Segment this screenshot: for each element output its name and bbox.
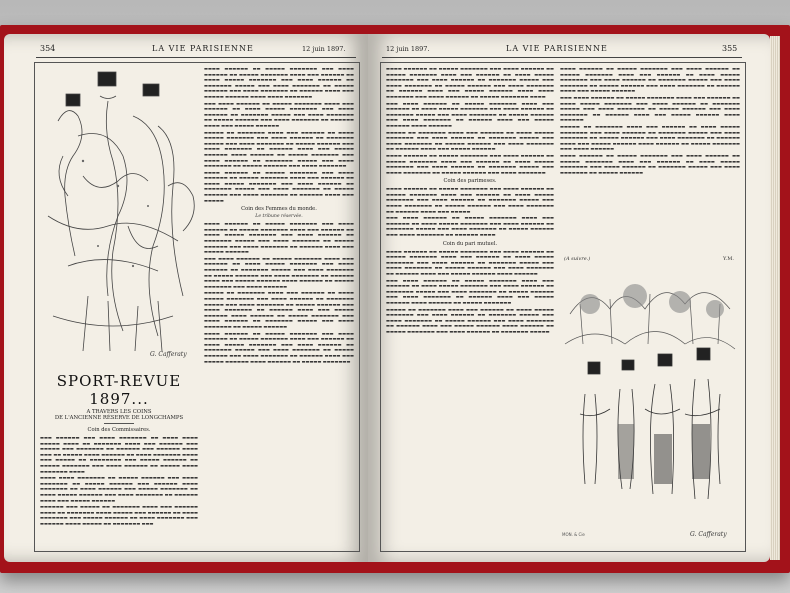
racecourse-crowd-illustration xyxy=(560,274,740,546)
left-running-title: LA VIE PARISIENNE xyxy=(152,44,254,53)
left-header-rule xyxy=(36,57,356,58)
right-column-2-text: ▬▬▬▬ ▬▬▬▬▬▬ ▬▬ ▬▬▬▬▬ ▬▬▬▬▬▬▬ ▬▬▬ ▬▬▬▬ ▬▬▬▬▬▬ ▬▬ ▬▬▬▬▬ ▬▬▬▬▬▬▬ ▬▬▬▬ ▬▬▬ ▬▬▬▬▬▬ ▬▬ ▬▬▬▬ ▬▬▬▬▬ ▬▬▬▬▬▬▬ ▬▬▬ ▬▬▬▬ ▬▬▬▬▬▬ ▬▬ ▬▬▬▬▬▬▬ ▬▬▬▬▬ ▬▬▬ ▬▬▬▬ ▬▬▬▬▬▬▬ ▬▬ ▬▬▬▬▬ ▬▬▬▬▬▬ ▬▬▬ ▬▬▬▬ ▬▬▬▬▬▬▬ ▬▬ ▬▬▬▬▬▬ ▬▬▬▬ ▬▬▬ ▬▬▬▬▬ ▬▬▬▬▬▬ ▬▬▬ ▬▬▬▬ ▬▬▬▬▬▬ ▬▬ ▬▬▬▬▬ ▬▬▬▬▬▬▬ ▬▬▬▬ ▬▬▬ ▬▬▬▬▬▬ ▬▬ ▬▬▬▬ ▬▬▬▬▬ ▬▬▬▬▬▬▬ ▬▬▬ ▬▬▬▬ ▬▬▬▬▬▬ ▬▬ ▬▬▬▬▬▬▬ ▬▬▬▬▬ ▬▬▬ ▬▬▬▬ ▬▬▬▬▬▬▬ ▬▬ ▬▬▬▬▬ ▬▬▬▬▬▬ ▬▬▬ ▬▬▬▬ ▬▬▬▬▬▬▬ ▬▬ ▬▬▬▬▬▬ ▬▬▬▬ ▬▬▬ ▬▬▬▬▬ ▬▬▬▬▬▬ ▬▬▬▬ ▬▬▬▬▬▬ ▬▬▬▬▬ ▬▬ ▬▬▬▬▬▬▬ ▬▬▬▬ ▬▬▬ ▬▬▬▬▬▬ ▬▬ ▬▬▬▬ ▬▬▬▬▬ ▬▬▬▬▬▬▬ ▬▬▬ ▬▬▬▬ ▬▬▬▬▬▬ ▬▬ ▬▬▬▬▬▬▬ ▬▬▬▬▬ ▬▬▬ ▬▬▬▬ ▬▬▬▬▬▬▬ ▬▬ ▬▬▬▬▬ ▬▬▬▬▬▬ ▬▬▬ ▬▬▬▬ ▬▬▬▬▬▬▬ ▬▬ ▬▬▬▬▬▬ ▬▬▬▬ ▬▬▬ ▬▬▬▬▬ ▬▬▬▬▬▬ ▬▬▬▬ ▬▬▬▬▬▬ ▬▬ ▬▬▬▬▬ ▬▬▬▬▬▬▬ ▬▬▬ ▬▬▬▬ ▬▬▬▬▬▬ ▬▬▬▬ ▬▬▬▬▬▬ ▬▬ ▬▬▬▬▬ ▬▬▬▬▬▬▬ ▬▬▬ ▬▬▬▬ ▬▬▬▬▬▬ ▬▬ ▬▬▬▬▬ ▬▬▬▬▬▬▬ ▬▬▬▬ ▬▬▬ ▬▬▬▬▬▬ ▬▬ ▬▬▬▬ ▬▬▬▬▬ ▬▬▬▬▬▬▬ ▬▬▬ ▬▬▬▬ ▬▬▬▬▬▬ ▬▬ ▬▬▬▬▬▬▬ ▬▬▬▬▬ ▬▬▬ ▬▬▬▬ ▬▬▬▬▬▬▬ ▬▬ ▬▬▬▬▬ ▬▬▬▬▬▬ xyxy=(560,66,740,175)
svg-text:G. Cafferaty: G. Cafferaty xyxy=(690,531,727,538)
article-subtitle-2: DE L'ANCIENNE RÉSERVE DE LONGCHAMPS xyxy=(54,415,184,421)
jockey-club-illustration xyxy=(38,66,198,366)
left-column-2-text-bottom: ▬▬▬▬ ▬▬▬▬▬▬ ▬▬ ▬▬▬▬▬ ▬▬▬▬▬▬▬ ▬▬▬ ▬▬▬▬ ▬▬▬▬▬▬ ▬▬ ▬▬▬▬▬ ▬▬▬▬▬▬▬ ▬▬▬▬ ▬▬▬ ▬▬▬▬▬▬ ▬▬ ▬▬▬▬ ▬▬▬▬▬ ▬▬▬▬▬▬▬ ▬▬▬ ▬▬▬▬ ▬▬▬▬▬▬ ▬▬ ▬▬▬▬▬▬▬ ▬▬▬▬▬ ▬▬▬ ▬▬▬▬ ▬▬▬▬▬▬▬ ▬▬ ▬▬▬▬▬ ▬▬▬▬▬▬ ▬▬▬ ▬▬▬▬ ▬▬▬▬▬▬▬ ▬▬ ▬▬▬▬▬▬ ▬▬▬▬ ▬▬▬ ▬▬▬▬▬ ▬▬▬▬▬▬ ▬▬▬ ▬▬▬▬ ▬▬▬▬▬▬ ▬▬ ▬▬▬▬▬ ▬▬▬▬▬▬▬ ▬▬▬▬ ▬▬▬ ▬▬▬▬▬▬ ▬▬ ▬▬▬▬ ▬▬▬▬▬ ▬▬▬▬▬▬▬ ▬▬▬ ▬▬▬▬ ▬▬▬▬▬▬ ▬▬ ▬▬▬▬▬▬▬ ▬▬▬▬▬ ▬▬▬ ▬▬▬▬ ▬▬▬▬▬▬▬ ▬▬ ▬▬▬▬▬ ▬▬▬▬▬▬ ▬▬▬ ▬▬▬▬ ▬▬▬▬▬▬▬ ▬▬ ▬▬▬▬▬▬ ▬▬▬▬ ▬▬▬ ▬▬▬▬▬ ▬▬▬▬▬▬ ▬▬▬▬ ▬▬▬▬▬▬ ▬▬ ▬▬▬▬▬ ▬▬▬▬▬▬▬ ▬▬▬ ▬▬▬▬ ▬▬▬▬▬▬ ▬▬▬▬▬ ▬▬ ▬▬▬▬▬▬▬ ▬▬▬▬ ▬▬▬ ▬▬▬▬▬▬ ▬▬ ▬▬▬▬ ▬▬▬▬▬ ▬▬▬▬▬▬▬ ▬▬▬ ▬▬▬▬ ▬▬▬▬▬▬ ▬▬ ▬▬▬▬▬▬▬ ▬▬▬▬▬ ▬▬▬ ▬▬▬▬ ▬▬▬▬▬▬▬ ▬▬ ▬▬▬▬▬ ▬▬▬▬▬▬ ▬▬▬ ▬▬▬▬ ▬▬▬▬▬▬▬ ▬▬ ▬▬▬▬▬▬ ▬▬▬▬ ▬▬▬ ▬▬▬▬▬ ▬▬▬▬▬▬ ▬▬▬▬ ▬▬▬▬▬▬ ▬▬ ▬▬▬▬▬ ▬▬▬▬▬▬▬ ▬▬▬ ▬▬▬▬ ▬▬▬▬▬▬ ▬▬ ▬▬▬▬▬▬▬ ▬▬▬▬▬ ▬▬▬ ▬▬▬▬ ▬▬▬▬▬▬▬ ▬▬ ▬▬▬▬▬ ▬▬▬▬▬▬ ▬▬▬▬ ▬▬▬▬▬▬ ▬▬ ▬▬▬▬▬ ▬▬▬▬▬▬▬ ▬▬▬ ▬▬▬▬ ▬▬▬▬▬▬ ▬▬ ▬▬▬▬▬ ▬▬▬▬▬▬▬ ▬▬▬▬ ▬▬▬ ▬▬▬▬▬▬ ▬▬ ▬▬▬▬ ▬▬▬▬▬ ▬▬▬▬▬▬▬ ▬▬▬ ▬▬▬▬ ▬▬▬▬▬▬ ▬▬ ▬▬▬▬▬▬▬ ▬▬▬▬▬ ▬▬▬ ▬▬▬▬ ▬▬▬▬▬▬▬ ▬▬ ▬▬▬▬▬ ▬▬▬▬▬▬ ▬▬▬ ▬▬▬▬ ▬▬▬▬▬▬▬ ▬▬ ▬▬▬▬▬▬ ▬▬▬▬ ▬▬▬ ▬▬▬▬▬ ▬▬▬▬▬▬ ▬▬▬▬ ▬▬▬▬▬▬ ▬▬ ▬▬▬▬▬ ▬▬▬▬▬▬▬ xyxy=(204,221,354,364)
right-column-1-text-top: ▬▬▬▬ ▬▬▬▬▬▬ ▬▬ ▬▬▬▬▬ ▬▬▬▬▬▬▬ ▬▬▬ ▬▬▬▬ ▬▬▬▬▬▬ ▬▬ ▬▬▬▬▬ ▬▬▬▬▬▬▬ ▬▬▬▬ ▬▬▬ ▬▬▬▬▬▬ ▬▬ ▬▬▬▬ ▬▬▬▬▬ ▬▬▬▬▬▬▬ ▬▬▬ ▬▬▬▬ ▬▬▬▬▬▬ ▬▬ ▬▬▬▬▬▬▬ ▬▬▬▬▬ ▬▬▬ ▬▬▬▬ ▬▬▬▬▬▬▬ ▬▬ ▬▬▬▬▬ ▬▬▬▬▬▬ ▬▬▬ ▬▬▬▬ ▬▬▬▬▬▬▬ ▬▬ ▬▬▬▬▬▬ ▬▬▬▬ ▬▬▬ ▬▬▬▬▬ ▬▬▬▬▬▬ ▬▬▬▬ ▬▬▬▬ ▬▬▬▬▬▬▬ ▬▬▬ ▬▬▬▬ ▬▬▬▬▬▬ ▬▬ ▬▬▬▬▬ ▬▬▬▬▬▬▬ ▬▬▬▬ ▬▬▬ ▬▬▬▬ ▬▬▬▬▬▬ ▬▬ ▬▬▬▬▬ ▬▬▬▬▬▬▬ ▬▬▬▬ ▬▬▬ ▬▬▬▬▬▬ ▬▬ ▬▬▬▬ ▬▬▬▬▬ ▬▬▬▬▬▬▬ ▬▬▬ ▬▬▬▬ ▬▬▬▬▬▬ ▬▬ ▬▬▬▬▬▬▬ ▬▬▬▬▬ ▬▬▬ ▬▬▬▬ ▬▬▬▬▬▬▬ ▬▬ ▬▬▬▬▬ ▬▬▬▬▬▬ ▬▬▬ ▬▬▬▬ ▬▬▬▬▬▬▬ ▬▬ ▬▬▬▬▬▬ ▬▬▬▬ ▬▬▬ ▬▬▬▬▬ ▬▬▬▬▬▬ ▬▬▬▬ ▬▬▬▬▬▬ ▬▬▬▬▬ ▬▬ ▬▬▬▬▬▬▬ ▬▬▬▬ ▬▬▬ ▬▬▬▬▬▬ ▬▬ ▬▬▬▬ ▬▬▬▬▬ ▬▬▬▬▬▬▬ ▬▬▬ ▬▬▬▬ ▬▬▬▬▬▬ ▬▬ ▬▬▬▬▬▬▬ ▬▬▬▬▬ ▬▬▬ ▬▬▬▬ ▬▬▬▬▬▬▬ ▬▬ ▬▬▬▬▬ ▬▬▬▬▬▬ ▬▬▬ ▬▬▬▬ ▬▬▬▬▬▬▬ ▬▬ ▬▬▬▬▬▬ ▬▬▬▬ ▬▬▬ ▬▬▬▬▬ ▬▬▬▬▬▬ ▬▬▬▬ ▬▬▬▬▬▬ ▬▬ ▬▬▬▬▬ ▬▬▬▬▬▬▬ ▬▬▬ ▬▬▬▬ ▬▬▬▬▬▬ ▬▬ ▬▬▬▬▬ ▬▬▬▬▬▬▬ ▬▬▬▬ ▬▬▬ ▬▬▬▬▬▬ ▬▬ ▬▬▬▬ ▬▬▬▬▬ ▬▬▬▬▬▬▬ ▬▬▬ ▬▬▬▬ ▬▬▬▬▬▬ ▬▬ ▬▬▬▬▬▬▬ ▬▬▬▬▬ ▬▬▬ ▬▬▬▬ ▬▬▬▬▬▬▬ ▬▬ ▬▬▬▬▬ ▬▬▬▬▬▬ ▬▬▬ ▬▬▬▬ ▬▬▬▬▬▬▬ xyxy=(386,66,554,175)
section-tribune-reservee: Le tribune réservée. xyxy=(255,214,303,220)
right-column-2 xyxy=(560,66,740,271)
page-edges xyxy=(770,36,780,560)
svg-text:MON. & Cie: MON. & Cie xyxy=(562,532,585,537)
right-header-rule xyxy=(382,57,742,58)
article-title: SPORT-REVUE 1897... xyxy=(56,372,182,408)
right-running-title: LA VIE PARISIENNE xyxy=(506,44,608,53)
right-column-1-text-mid: ▬▬▬▬ ▬▬▬▬▬▬ ▬▬ ▬▬▬▬▬ ▬▬▬▬▬▬▬ ▬▬▬ ▬▬▬▬ ▬▬▬▬▬▬ ▬▬ ▬▬▬▬▬ ▬▬▬▬▬▬▬ ▬▬▬▬ ▬▬▬ ▬▬▬▬▬▬ ▬▬ ▬▬▬▬ ▬▬▬▬▬ ▬▬▬▬▬▬▬ ▬▬▬ ▬▬▬▬ ▬▬▬▬▬▬ ▬▬ ▬▬▬▬▬▬▬ ▬▬▬▬▬ ▬▬▬ ▬▬▬▬ ▬▬▬▬▬▬▬ ▬▬ ▬▬▬▬▬ ▬▬▬▬▬▬ ▬▬▬ ▬▬▬▬ ▬▬▬▬▬▬▬ ▬▬ ▬▬▬▬▬▬ ▬▬▬▬ ▬▬▬ ▬▬▬▬▬ ▬▬▬ ▬▬▬▬ ▬▬▬▬▬▬ ▬▬ ▬▬▬▬▬ ▬▬▬▬▬▬▬ ▬▬▬▬ ▬▬▬ ▬▬▬▬▬▬ ▬▬ ▬▬▬▬ ▬▬▬▬▬ ▬▬▬▬▬▬▬ ▬▬▬ ▬▬▬▬ ▬▬▬▬▬▬ ▬▬ ▬▬▬▬▬▬▬ ▬▬▬▬▬ ▬▬▬ ▬▬▬▬ ▬▬▬▬▬▬▬ ▬▬ ▬▬▬▬▬ ▬▬▬▬▬▬ ▬▬▬ ▬▬▬▬ ▬▬▬▬▬▬▬ ▬▬ ▬▬▬▬▬▬ ▬▬▬▬ xyxy=(386,186,554,238)
right-column-1-text-bottom: ▬▬▬▬ ▬▬▬▬▬▬ ▬▬ ▬▬▬▬▬ ▬▬▬▬▬▬▬ ▬▬▬ ▬▬▬▬ ▬▬▬▬▬▬ ▬▬ ▬▬▬▬▬ ▬▬▬▬▬▬▬ ▬▬▬▬ ▬▬▬ ▬▬▬▬▬▬ ▬▬ ▬▬▬▬ ▬▬▬▬▬ ▬▬▬▬▬▬▬ ▬▬▬ ▬▬▬▬ ▬▬▬▬▬▬ ▬▬ ▬▬▬▬▬▬▬ ▬▬▬▬▬ ▬▬▬ ▬▬▬▬ ▬▬▬▬▬▬▬ ▬▬ ▬▬▬▬▬ ▬▬▬▬▬▬ ▬▬▬ ▬▬▬▬ ▬▬▬▬▬▬▬ ▬▬ ▬▬▬▬▬▬ ▬▬▬▬ ▬▬▬ ▬▬▬▬▬ ▬▬▬▬▬▬ ▬▬▬▬ ▬▬▬▬▬▬ ▬▬▬ ▬▬▬▬ ▬▬▬▬▬▬ ▬▬ ▬▬▬▬▬ ▬▬▬▬▬▬▬ ▬▬▬▬ ▬▬▬ ▬▬▬▬▬▬ ▬▬ ▬▬▬▬ ▬▬▬▬▬ ▬▬▬▬▬▬▬ ▬▬▬ ▬▬▬▬ ▬▬▬▬▬▬ ▬▬ ▬▬▬▬▬▬▬ ▬▬▬▬▬ ▬▬▬ ▬▬▬▬ ▬▬▬▬▬▬▬ ▬▬ ▬▬▬▬▬ ▬▬▬▬▬▬ ▬▬▬ ▬▬▬▬ ▬▬▬▬▬▬▬ ▬▬ ▬▬▬▬▬▬ ▬▬▬▬ ▬▬▬ ▬▬▬▬▬ ▬▬▬▬▬▬ ▬▬▬▬ ▬▬▬▬▬▬ ▬▬ ▬▬▬▬▬ ▬▬▬▬▬▬▬ ▬▬▬▬▬ ▬▬ ▬▬▬▬▬▬▬ ▬▬▬▬ ▬▬▬ ▬▬▬▬▬▬ ▬▬ ▬▬▬▬ ▬▬▬▬▬ ▬▬▬▬▬▬▬ ▬▬▬ ▬▬▬▬ ▬▬▬▬▬▬ ▬▬ ▬▬▬▬▬▬▬ ▬▬▬▬▬ ▬▬▬ ▬▬▬▬ ▬▬▬▬▬▬▬ ▬▬ ▬▬▬▬▬ ▬▬▬▬▬▬ ▬▬▬ ▬▬▬▬ ▬▬▬▬▬▬▬ ▬▬ ▬▬▬▬▬▬ ▬▬▬▬ ▬▬▬ ▬▬▬▬▬ ▬▬▬▬▬▬ ▬▬▬▬ ▬▬▬▬▬▬ ▬▬ ▬▬▬▬▬ ▬▬▬▬▬▬▬ ▬▬▬ ▬▬▬▬ ▬▬▬▬▬▬ ▬▬ ▬▬▬▬▬▬▬ ▬▬▬▬▬ xyxy=(386,248,554,334)
title-rule xyxy=(104,423,134,424)
section-femmes-du-monde: Coin des Femmes du monde. xyxy=(241,206,317,213)
left-page xyxy=(4,34,368,562)
right-page-number: 355 xyxy=(722,44,738,53)
section-commissaires: Coin des Commissaires. xyxy=(87,427,151,433)
right-page xyxy=(368,34,770,562)
left-column-1-text: ▬▬▬ ▬▬▬▬▬▬ ▬▬▬ ▬▬▬▬ ▬▬▬▬▬▬▬ ▬▬ ▬▬▬▬ ▬▬▬▬ ▬▬▬▬▬ ▬▬▬▬ ▬▬ ▬▬▬▬▬▬▬ ▬▬▬▬ ▬▬▬ ▬▬▬▬▬▬ ▬▬▬ ▬▬▬▬▬ ▬▬▬ ▬▬▬▬▬▬▬ ▬▬ ▬▬▬▬▬▬ ▬▬▬ ▬▬▬▬▬▬ ▬▬▬▬ ▬▬▬ ▬▬ ▬▬▬▬▬ ▬▬▬▬ ▬▬▬▬▬▬ ▬▬ ▬▬▬▬ ▬▬▬▬▬▬▬ ▬▬▬▬ ▬▬▬ ▬▬▬▬▬ ▬▬ ▬▬▬▬▬▬▬▬ ▬▬▬ ▬▬▬▬▬ ▬▬▬▬▬▬ ▬▬ ▬▬▬▬▬ ▬▬▬▬▬▬▬ ▬▬▬ ▬▬▬▬ ▬▬▬▬▬▬ ▬▬ ▬▬▬▬▬ ▬▬▬▬ ▬▬▬▬▬▬▬ ▬▬▬▬ ▬▬▬▬ ▬▬▬▬ ▬▬▬▬▬▬▬ ▬▬ ▬▬▬▬▬ ▬▬▬▬▬▬ ▬▬▬ ▬▬▬▬ ▬▬▬▬▬▬▬ ▬▬ ▬▬▬▬▬ ▬▬▬▬▬▬ ▬▬▬ ▬▬▬▬▬▬ ▬▬▬▬ ▬▬▬▬▬▬▬ ▬▬ ▬▬▬▬ ▬▬▬▬▬▬ ▬▬▬ ▬▬▬▬▬ ▬▬▬▬▬▬▬ ▬▬ ▬▬▬▬ ▬▬▬▬▬ ▬▬▬▬▬▬ ▬▬▬ ▬▬▬▬ ▬▬▬▬▬▬▬ ▬▬ ▬▬▬▬▬▬ ▬▬▬▬ ▬▬▬ ▬▬▬▬▬ ▬▬▬▬▬▬ ▬▬▬▬▬▬ ▬▬▬ ▬▬▬▬▬ ▬▬ ▬▬▬▬▬▬▬ ▬▬▬▬ ▬▬▬ ▬▬▬▬▬▬ ▬▬▬▬ ▬▬ ▬▬▬▬▬▬▬ ▬▬▬▬ ▬▬▬▬▬ ▬▬▬ ▬▬▬▬▬▬ ▬▬ ▬▬▬▬ ▬▬▬▬▬▬▬ ▬▬▬ ▬▬▬▬▬ ▬▬▬▬▬▬ ▬▬ ▬▬▬▬ ▬▬▬▬▬▬▬ ▬▬▬ ▬▬▬▬▬▬ ▬▬▬▬ ▬▬▬▬▬ ▬▬ ▬▬▬▬▬▬▬ ▬▬▬ xyxy=(40,435,198,526)
right-column-1 xyxy=(386,66,554,548)
right-date: 12 juin 1897. xyxy=(386,45,430,53)
left-column-1 xyxy=(40,370,198,548)
section-pari-mutuel: Coin du pari mutuel. xyxy=(442,240,498,247)
article-subtitle-1: A TRAVERS LES COINS xyxy=(86,409,152,415)
left-page-number: 354 xyxy=(40,44,56,53)
left-date: 12 juin 1897. xyxy=(302,45,346,53)
left-column-2 xyxy=(204,66,354,548)
a-suivre: (A suivre.) xyxy=(564,256,591,262)
section-parimeses: Coin des parimeses. xyxy=(443,178,497,185)
left-column-2-text-top: ▬▬▬▬ ▬▬▬▬▬▬ ▬▬ ▬▬▬▬▬ ▬▬▬▬▬▬▬ ▬▬▬ ▬▬▬▬ ▬▬▬▬▬▬ ▬▬ ▬▬▬▬▬ ▬▬▬▬▬▬▬ ▬▬▬▬ ▬▬▬ ▬▬▬▬▬▬ ▬▬ ▬▬▬▬ ▬▬▬▬▬ ▬▬▬▬▬▬▬ ▬▬▬ ▬▬▬▬ ▬▬▬▬▬▬ ▬▬ ▬▬▬▬▬▬▬ ▬▬▬▬▬ ▬▬▬ ▬▬▬▬ ▬▬▬▬▬▬▬ ▬▬ ▬▬▬▬▬ ▬▬▬▬▬▬ ▬▬▬ ▬▬▬▬ ▬▬▬▬▬▬▬ ▬▬ ▬▬▬▬▬▬ ▬▬▬▬ ▬▬▬ ▬▬▬▬▬ ▬▬▬▬▬▬ ▬▬▬▬ ▬▬▬▬ ▬▬▬▬▬▬▬ ▬▬▬ ▬▬▬▬ ▬▬▬▬▬▬ ▬▬ ▬▬▬▬▬ ▬▬▬▬▬▬▬ ▬▬▬▬ ▬▬▬ ▬▬▬▬▬▬ ▬▬ ▬▬▬▬ ▬▬▬▬▬ ▬▬▬▬▬▬▬ ▬▬▬ ▬▬▬▬ ▬▬▬▬▬▬ ▬▬ ▬▬▬▬▬▬▬ ▬▬▬▬▬ ▬▬▬ ▬▬▬▬ ▬▬▬▬▬▬▬ ▬▬ ▬▬▬▬▬ ▬▬▬▬▬▬ ▬▬▬ ▬▬▬▬ ▬▬▬▬▬▬▬ ▬▬ ▬▬▬▬▬▬ ▬▬▬▬ ▬▬▬ ▬▬▬▬▬ ▬▬▬▬▬▬ ▬▬▬▬▬ ▬▬ ▬▬▬▬▬▬▬ ▬▬▬▬ ▬▬▬ ▬▬▬▬▬▬ ▬▬ ▬▬▬▬ ▬▬▬▬▬ ▬▬▬▬▬▬▬ ▬▬▬ ▬▬▬▬ ▬▬▬▬▬▬ ▬▬ ▬▬▬▬▬▬▬ ▬▬▬▬▬ ▬▬▬ ▬▬▬▬ ▬▬▬▬▬▬▬ ▬▬ ▬▬▬▬▬ ▬▬▬▬▬▬ ▬▬▬ ▬▬▬▬ ▬▬▬▬▬▬▬ ▬▬ ▬▬▬▬▬▬ ▬▬▬▬ ▬▬▬ ▬▬▬▬▬ ▬▬▬▬▬▬ ▬▬▬▬ ▬▬▬▬▬▬ ▬▬ ▬▬▬▬▬ ▬▬▬▬▬▬▬ ▬▬▬ ▬▬▬▬ ▬▬▬▬▬▬ ▬▬ ▬▬▬▬▬▬▬ ▬▬▬▬▬ ▬▬▬ ▬▬▬▬ ▬▬▬▬▬▬▬ ▬▬ ▬▬▬▬▬ ▬▬▬▬▬▬ ▬▬▬ ▬▬▬▬ ▬▬▬▬▬▬▬ ▬▬▬▬ ▬▬▬▬▬▬ ▬▬ ▬▬▬▬▬ ▬▬▬▬▬▬▬ ▬▬▬ ▬▬▬▬ ▬▬▬▬▬▬ ▬▬ ▬▬▬▬▬ ▬▬▬▬▬▬▬ ▬▬▬▬ ▬▬▬ ▬▬▬▬▬▬ ▬▬ ▬▬▬▬ ▬▬▬▬▬ ▬▬▬▬▬▬▬ ▬▬▬ ▬▬▬▬ ▬▬▬▬▬▬ ▬▬ ▬▬▬▬▬▬▬ ▬▬▬▬▬ ▬▬▬ ▬▬▬▬ ▬▬▬▬▬▬▬ ▬▬ ▬▬▬▬▬ ▬▬▬▬▬▬ ▬▬▬ ▬▬▬▬ ▬▬▬▬▬▬▬ ▬▬ ▬▬▬▬▬▬ ▬▬▬▬ ▬▬▬ ▬▬▬▬▬ xyxy=(204,66,354,203)
signature-initials: Y.M. xyxy=(723,256,734,262)
svg-text:G. Cafferaty: G. Cafferaty xyxy=(150,351,187,358)
